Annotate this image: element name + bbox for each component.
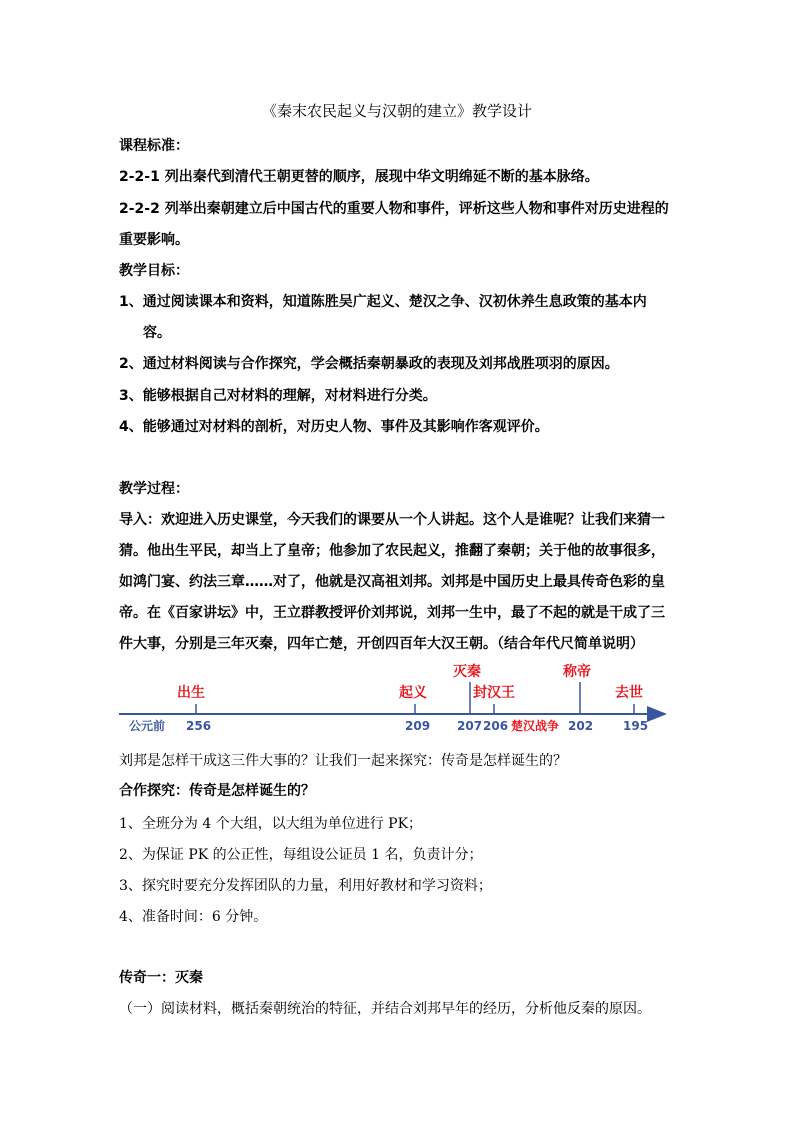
timeline-event-birth: 出生: [177, 685, 205, 701]
goals-heading: 教学目标：: [119, 263, 189, 279]
question-line: 刘邦是怎样干成这三件大事的？让我们一起来探究：传奇是怎样诞生的？: [119, 753, 567, 769]
timeline-event-destroy-qin: 灭秦: [453, 664, 481, 680]
timeline-year-202: 202: [568, 719, 594, 733]
goal-item-1: 1、通过阅读课本和资料，知道陈胜吴广起义、楚汉之争、汉初休养生息政策的基本内: [119, 294, 647, 310]
timeline-year-256: 256: [186, 719, 212, 733]
legend1-task: （一）阅读材料，概括秦朝统治的特征，并结合刘邦早年的经历，分析他反秦的原因。: [119, 1001, 651, 1017]
timeline-event-uprising: 起义: [399, 685, 427, 701]
page-title: 《秦末农民起义与汉朝的建立》教学设计: [261, 102, 532, 120]
intro-line-3: 如鸿门宴、约法三章……对了，他就是汉高祖刘邦。刘邦是中国历史上最具传奇色彩的皇: [119, 574, 665, 590]
coop-item-4: 4、准备时间：6 分钟。: [119, 909, 268, 925]
timeline-event-emperor: 称帝: [563, 664, 591, 680]
coop-item-1: 1、全班分为 4 个大组，以大组为单位进行 PK；: [119, 816, 423, 832]
coop-heading: 合作探究：传奇是怎样诞生的？: [119, 783, 315, 799]
goal-item-2: 2、通过材料阅读与合作探究，学会概括秦朝暴政的表现及刘邦战胜项羽的原因。: [119, 356, 619, 372]
timeline-war-label: 楚汉战争: [511, 719, 560, 733]
goal-item-4: 4、能够通过对材料的剖析，对历史人物、事件及其影响作客观评价。: [119, 419, 549, 435]
curriculum-item-2: 2-2-2 列举出秦朝建立后中国古代的重要人物和事件，评析这些人物和事件对历史进程的: [119, 201, 669, 217]
coop-item-2: 2、为保证 PK 的公正性，每组设公证员 1 名，负责计分；: [119, 847, 483, 863]
timeline-ruler: [119, 660, 679, 740]
curriculum-heading: 课程标准：: [119, 138, 189, 154]
curriculum-item-1: 2-2-1 列出秦代到清代王朝更替的顺序，展现中华文明绵延不断的基本脉络。: [119, 169, 599, 185]
legend1-heading: 传奇一：灭秦: [119, 970, 203, 986]
timeline-event-han-king: 封汉王: [473, 685, 515, 701]
intro-line-1: 导入：欢迎进入历史课堂，今天我们的课要从一个人讲起。这个人是谁呢？让我们来猜一: [119, 512, 665, 528]
process-heading: 教学过程：: [119, 481, 189, 497]
timeline-year-207: 207: [457, 719, 483, 733]
goal-item-1-cont: 容。: [143, 325, 171, 341]
intro-line-5: 件大事，分别是三年灭秦，四年亡楚，开创四百年大汉王朝。（结合年代尺简单说明）: [119, 636, 644, 652]
intro-line-2: 猜。他出生平民，却当上了皇帝；他参加了农民起义，推翻了秦朝；关于他的故事很多，: [119, 543, 665, 559]
timeline-era-label: 公元前: [129, 719, 166, 733]
timeline-event-death: 去世: [615, 685, 643, 701]
timeline-year-206: 206: [483, 719, 509, 733]
coop-item-3: 3、探究时要充分发挥团队的力量，利用好教材和学习资料；: [119, 878, 492, 894]
curriculum-item-2-cont: 重要影响。: [119, 232, 189, 248]
goal-item-3: 3、能够根据自己对材料的理解，对材料进行分类。: [119, 388, 437, 404]
timeline-year-209: 209: [405, 719, 431, 733]
intro-line-4: 帝。在《百家讲坛》中，王立群教授评价刘邦说，刘邦一生中，最了不起的就是干成了三: [119, 605, 665, 621]
timeline-year-195: 195: [623, 719, 649, 733]
